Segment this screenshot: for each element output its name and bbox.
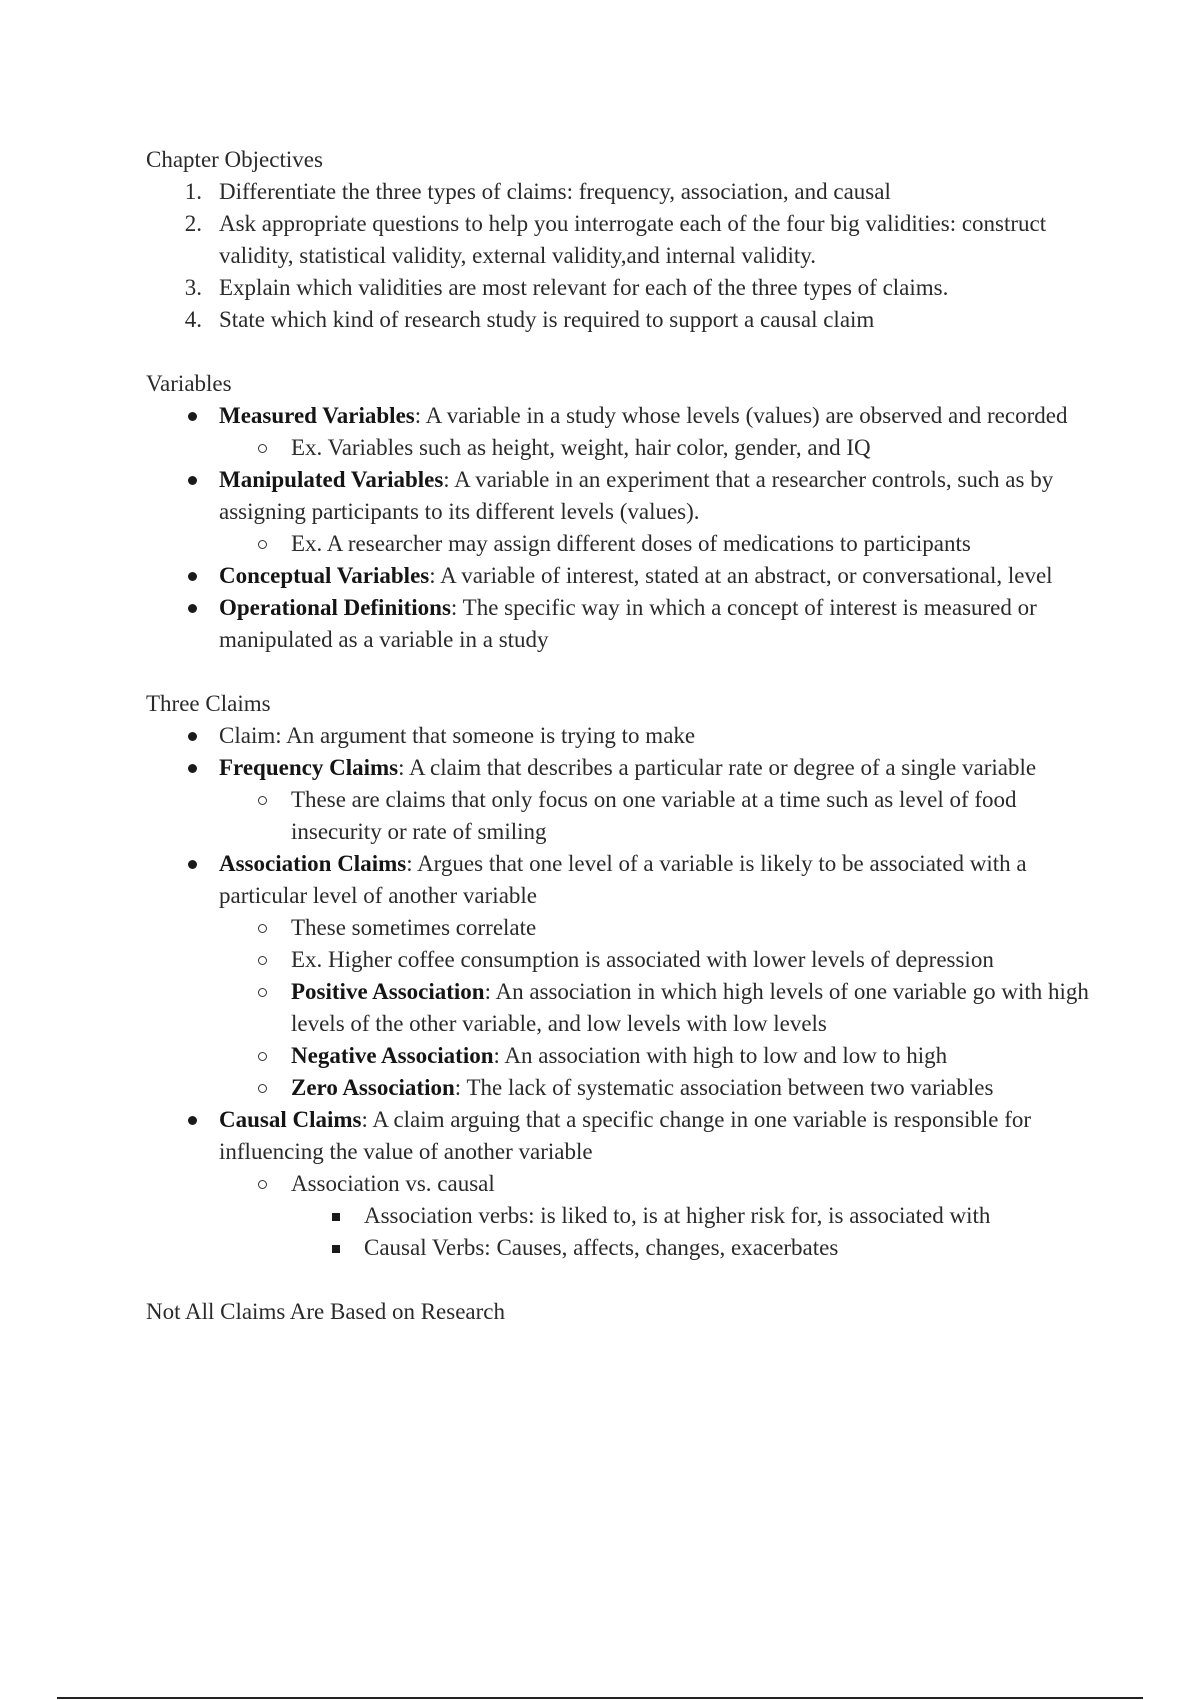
definition-text: : A claim arguing that a specific change in one variable is responsible for influencing the value of another variable [219,1107,1032,1164]
variables-list [146,400,1096,656]
list-item [146,1040,1096,1072]
bullet-icon [188,1116,197,1125]
hollow-bullet-icon [258,796,267,805]
list-item [146,464,1096,528]
section-gap [146,656,1096,688]
objectives-list [146,176,1096,336]
claims-list [146,720,1096,1264]
section-gap [146,336,1096,368]
term-conceptual-variables: Conceptual Variables [219,563,430,588]
list-item [146,720,1096,752]
list-item [146,1104,1096,1168]
term-zero-association: Zero Association [291,1075,455,1100]
list-item [146,944,1096,976]
objective-text: Ask appropriate questions to help you interrogate each of the four big validities: construct validity, statistical validity, external validity,and internal validity. [219,211,1047,268]
list-item [146,592,1096,656]
hollow-bullet-icon [258,540,267,549]
bullet-icon [188,732,197,741]
list-item [146,400,1096,432]
not-all-claims-heading: Not All Claims Are Based on Research [146,1299,505,1324]
term-manipulated-variables: Manipulated Variables [219,467,444,492]
hollow-bullet-icon [258,1180,267,1189]
list-item [146,1072,1096,1104]
list-item [146,912,1096,944]
term-causal-claims: Causal Claims [219,1107,362,1132]
definition-text: : The specific way in which a concept of interest is measured or manipulated as a variable in a study [219,595,1037,652]
objective-item [146,272,1096,304]
bullet-icon [188,476,197,485]
hollow-bullet-icon [258,1084,267,1093]
bullet-icon [188,604,197,613]
definition-text: : The lack of systematic association between two variables [454,1075,994,1100]
term-operational-definitions: Operational Definitions [219,595,451,620]
example-text: Ex. A researcher may assign different doses of medications to participants [291,531,971,556]
list-item [146,560,1096,592]
variables-heading: Variables [146,371,232,396]
example-text: Ex. Variables such as height, weight, hair color, gender, and IQ [291,435,871,460]
claim-definition: Claim: An argument that someone is trying to make [219,723,696,748]
objective-text: Explain which validities are most relevant for each of the three types of claims. [219,275,949,300]
claims-heading: Three Claims [146,691,271,716]
definition-text: : A claim that describes a particular rate or degree of a single variable [398,755,1037,780]
hollow-bullet-icon [258,1052,267,1061]
definition-text: : A variable of interest, stated at an abstract, or conversational, level [429,563,1053,588]
list-number: 2. [184,211,202,236]
list-item [146,1232,1096,1264]
sub-text: These are claims that only focus on one variable at a time such as level of food insecurity or rate of smiling [291,787,1017,844]
list-item [146,784,1096,848]
bullet-icon [188,764,197,773]
document-body [146,144,1096,1328]
list-number: 4. [184,307,202,332]
definition-text: : Argues that one level of a variable is likely to be associated with a particular level of another variable [219,851,1027,908]
objective-text: Differentiate the three types of claims: frequency, association, and causal [219,179,891,204]
term-association-claims: Association Claims [219,851,407,876]
bullet-icon [188,572,197,581]
term-positive-association: Positive Association [291,979,485,1004]
term-measured-variables: Measured Variables [219,403,415,428]
square-bullet-icon [332,1213,340,1221]
hollow-bullet-icon [258,956,267,965]
sub-sub-text: Causal Verbs: Causes, affects, changes, exacerbates [364,1235,839,1260]
term-negative-association: Negative Association [291,1043,494,1068]
bullet-icon [188,860,197,869]
objectives-heading: Chapter Objectives [146,147,323,172]
objective-text: State which kind of research study is required to support a causal claim [219,307,875,332]
sub-sub-text: Association verbs: is liked to, is at higher risk for, is associated with [364,1203,991,1228]
list-item [146,528,1096,560]
sub-text: Association vs. causal [291,1171,495,1196]
list-item [146,752,1096,784]
definition-text: : An association with high to low and low to high [493,1043,948,1068]
term-frequency-claims: Frequency Claims [219,755,399,780]
hollow-bullet-icon [258,924,267,933]
square-bullet-icon [332,1245,340,1253]
definition-text: : An association in which high levels of one variable go with high levels of the other variable, and low levels with low levels [291,979,1089,1036]
objective-item [146,304,1096,336]
definition-text: : A variable in a study whose levels (values) are observed and recorded [414,403,1068,428]
list-item [146,848,1096,912]
hollow-bullet-icon [258,444,267,453]
sub-text: These sometimes correlate [291,915,537,940]
definition-text: : A variable in an experiment that a researcher controls, such as by assigning participants to its different levels (values). [219,467,1054,524]
section-gap [146,1264,1096,1296]
list-item [146,1200,1096,1232]
bullet-icon [188,412,197,421]
objective-item [146,176,1096,208]
objective-item [146,208,1096,272]
list-item [146,976,1096,1040]
list-item [146,1168,1096,1200]
sub-text: Ex. Higher coffee consumption is associated with lower levels of depression [291,947,994,972]
page-bottom-rule [57,1697,1143,1699]
list-number: 1. [184,179,202,204]
hollow-bullet-icon [258,988,267,997]
list-number: 3. [184,275,202,300]
list-item [146,432,1096,464]
